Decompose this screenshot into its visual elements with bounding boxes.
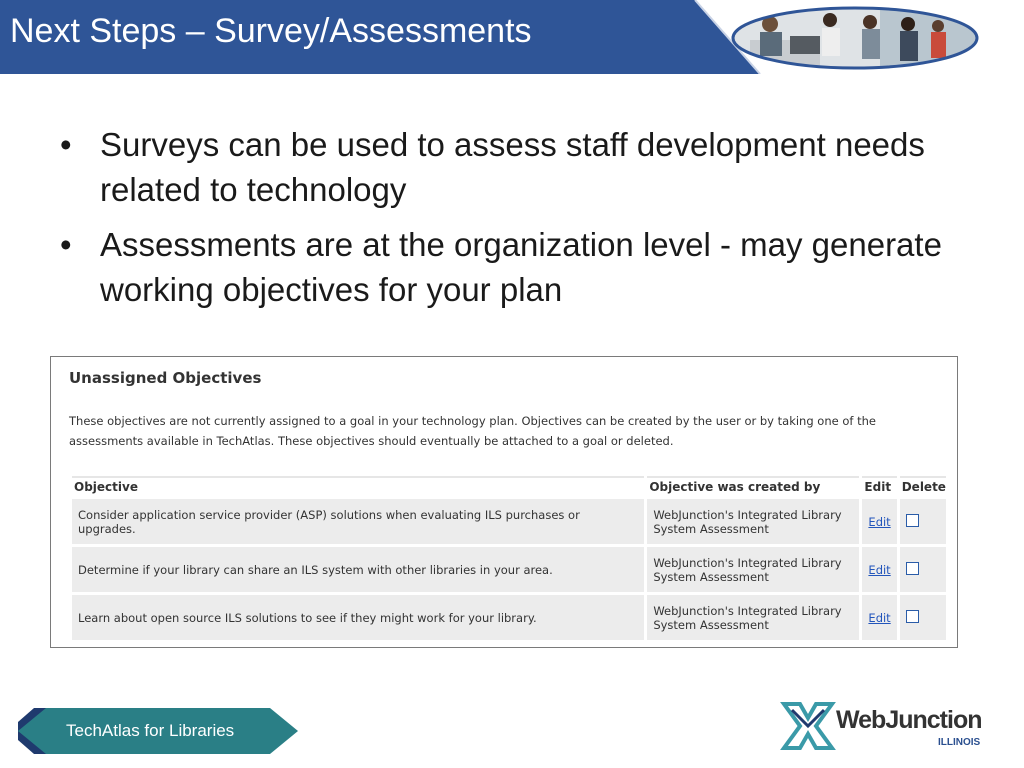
bullet-text: Assessments are at the organization level - may generate working objectives for your plan — [100, 226, 942, 308]
bullet-dot: • — [60, 126, 72, 163]
edit-link[interactable]: Edit — [868, 562, 891, 577]
bullet-text: Surveys can be used to assess staff development needs related to technology — [100, 126, 925, 208]
delete-cell — [900, 595, 946, 640]
unassigned-objectives-panel — [50, 356, 958, 648]
webjunction-logo-text: WebJunction — [836, 706, 982, 734]
objective-cell: Learn about open source ILS solutions to see if they might work for your library. — [72, 595, 644, 640]
delete-checkbox[interactable] — [906, 610, 919, 623]
techatlas-logo-text: TechAtlas for Libraries — [66, 721, 235, 740]
bullet-list — [60, 122, 980, 322]
column-header-delete: Delete — [900, 476, 946, 496]
objective-cell: Determine if your library can share an ILS system with other libraries in your area. — [72, 547, 644, 592]
table-row — [72, 499, 946, 544]
column-header-edit: Edit — [862, 476, 896, 496]
objective-cell: Consider application service provider (ASP) solutions when evaluating ILS purchases or upgrades. — [72, 499, 644, 544]
webjunction-logo — [778, 694, 998, 758]
delete-cell — [900, 547, 946, 592]
created-by-cell: WebJunction's Integrated Library System Assessment — [647, 595, 859, 640]
table-row — [72, 547, 946, 592]
slide-header — [0, 0, 1024, 74]
edit-cell — [862, 547, 896, 592]
bullet-item — [60, 122, 980, 212]
bullet-item — [60, 222, 980, 312]
webjunction-logo-subtext: ILLINOIS — [938, 737, 981, 748]
edit-cell — [862, 595, 896, 640]
bullet-dot: • — [60, 226, 72, 263]
column-header-objective: Objective — [72, 476, 644, 496]
edit-cell — [862, 499, 896, 544]
library-staff-photo — [730, 6, 980, 70]
created-by-cell: WebJunction's Integrated Library System Assessment — [647, 499, 859, 544]
objectives-table — [69, 473, 949, 643]
edit-link[interactable]: Edit — [868, 610, 891, 625]
column-header-created-by: Objective was created by — [647, 476, 859, 496]
panel-description: These objectives are not currently assigned to a goal in your technology plan. Objectives can be created by the user or by taking one of the assessments available in TechAtlas. These objectives should eventually be attached to a goal or deleted. — [69, 414, 876, 448]
table-row — [72, 595, 946, 640]
table-header-row — [72, 476, 946, 496]
delete-checkbox[interactable] — [906, 562, 919, 575]
delete-cell — [900, 499, 946, 544]
slide-title: Next Steps – Survey/Assessments — [10, 12, 532, 50]
created-by-cell: WebJunction's Integrated Library System Assessment — [647, 547, 859, 592]
edit-link[interactable]: Edit — [868, 514, 891, 529]
webjunction-x-icon — [778, 696, 838, 756]
delete-checkbox[interactable] — [906, 514, 919, 527]
panel-title: Unassigned Objectives — [69, 369, 262, 387]
techatlas-logo — [18, 708, 298, 754]
